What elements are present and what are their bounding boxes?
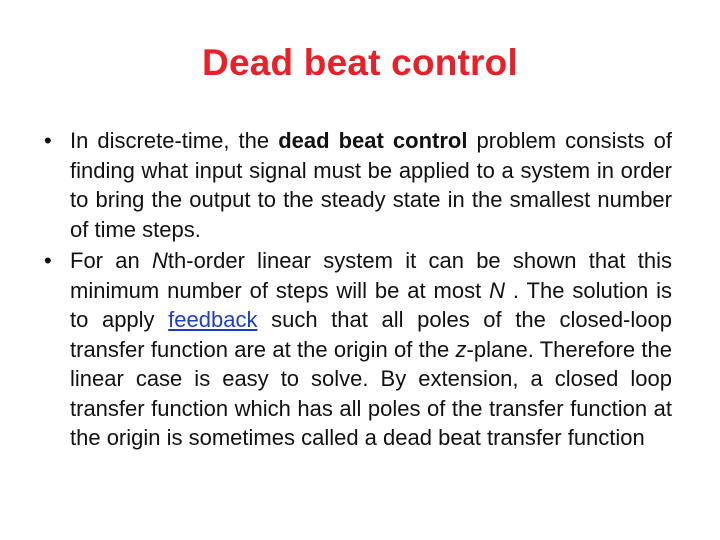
bullet1-text-start: In discrete-time, the [70, 128, 279, 153]
bullet2-italic-n-2: N [489, 277, 505, 303]
bullet2-italic-z: z [455, 336, 467, 362]
bullet2-text-3: . The solution is to apply [70, 277, 672, 332]
bullet-item-definition [44, 126, 672, 244]
slide-title: Dead beat control [202, 42, 518, 83]
bullet2-text-5: -plane. Therefore the linear case is easy to solve. By extension, a closed loop transfer function which has all poles of the transfer function at the origin is sometimes called a dead beat transfer function [70, 336, 672, 450]
bullet2-italic-n-1: N [152, 248, 168, 273]
bullet2-text-1: For an [70, 248, 152, 273]
feedback-link[interactable]: feedback [168, 307, 258, 332]
bullet2-text-4: such that all poles of the closed-loop transfer function are at the origin of the [70, 307, 672, 362]
bullet-glyph: • [44, 248, 52, 273]
bullet-list [44, 126, 672, 455]
bullet2-text-2: th-order linear system it can be shown that this minimum number of steps will be at most [70, 248, 672, 303]
bullet1-bold-term: dead beat control [278, 128, 468, 153]
bullet1-text-end: problem consists of finding what input signal must be applied to a system in order to bring the output to the steady state in the smallest number of time steps. [70, 128, 672, 242]
bullet-glyph: • [44, 128, 52, 153]
bullet-item-nth-order [44, 246, 672, 453]
